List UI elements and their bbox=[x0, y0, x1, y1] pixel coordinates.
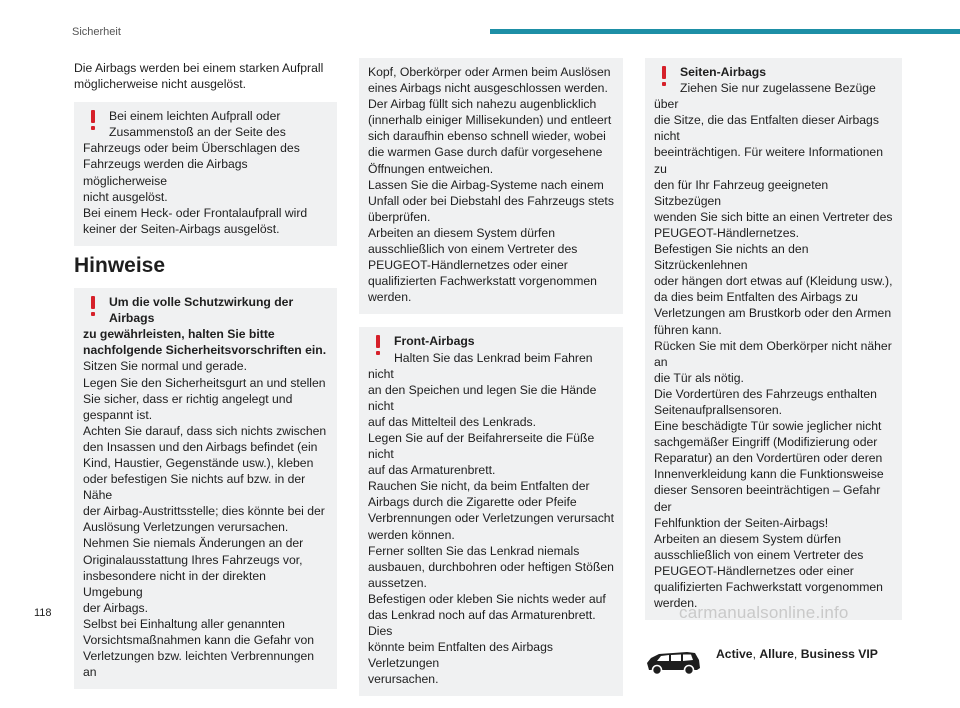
version-separator: , bbox=[752, 647, 760, 662]
text-line: wenden Sie sich bitte an einen Vertreter des bbox=[654, 209, 893, 224]
text-line: qualifizierten Fachwerkstatt vorgenommen bbox=[368, 274, 597, 289]
text-line: insbesondere nicht in der direkten Umgebung bbox=[83, 568, 266, 599]
text-line: Originalausstattung Ihres Fahrzeugs vor, bbox=[83, 552, 303, 567]
text-line: Die Airbags werden bei einem starken Aufprall bbox=[74, 61, 324, 75]
text-line: Verletzungen am Brustkorb oder den Armen bbox=[654, 306, 892, 321]
page-header-bar bbox=[490, 29, 960, 34]
text-line: Lassen Sie die Airbag-Systeme nach einem bbox=[368, 177, 604, 192]
intro-paragraph bbox=[74, 60, 337, 92]
column-2 bbox=[359, 58, 623, 708]
text-line: Rücken Sie mit dem Oberkörper nicht näher an bbox=[654, 338, 892, 369]
column-1 bbox=[74, 58, 337, 701]
text-line: zu gewährleisten, halten Sie bitte bbox=[83, 327, 275, 342]
text-line: auf das Mittelteil des Lenkrads. bbox=[368, 414, 537, 429]
column-3 bbox=[645, 58, 902, 680]
warning-lead-text bbox=[83, 294, 328, 358]
text-line: Kopf, Oberkörper oder Armen beim Auslösen bbox=[368, 65, 611, 79]
text-line: keiner der Seiten-Airbags ausgelöst. bbox=[83, 221, 280, 236]
text-line: sachgemäßer Eingriff (Modifizierung oder bbox=[654, 435, 878, 450]
text-line: Der Airbag füllt sich nahezu augenblicklich bbox=[368, 97, 597, 112]
text-line: ausbauen, durchbohren oder heftigen Stößen bbox=[368, 559, 614, 574]
text-line: das Lenkrad noch auf das Armaturenbrett. Dies bbox=[368, 608, 596, 639]
warning-exclamation-icon bbox=[368, 332, 390, 358]
text-line: PEUGEOT-Händlernetzes. bbox=[654, 225, 799, 240]
text-line: Arbeiten an diesem System dürfen bbox=[654, 531, 841, 546]
text-line: Sitzen Sie normal und gerade. bbox=[83, 359, 247, 374]
warning-exclamation-icon bbox=[83, 107, 105, 133]
warning-text bbox=[83, 358, 328, 680]
text-line: Legen Sie auf der Beifahrerseite die Füße nicht bbox=[368, 430, 595, 462]
version-label bbox=[716, 646, 878, 662]
text-line: Rauchen Sie nicht, da beim Entfalten der bbox=[368, 479, 590, 494]
warning-exclamation-icon bbox=[83, 293, 105, 319]
text-line: beeinträchtigen. Für weitere Informationen zu bbox=[654, 145, 883, 176]
text-line: Legen Sie den Sicherheitsgurt an und stellen bbox=[83, 375, 326, 390]
section-heading: Hinweise bbox=[74, 253, 166, 277]
text-line: Bei einem leichten Aufprall oder bbox=[109, 109, 281, 124]
text-line: den für Ihr Fahrzeug geeigneten Sitzbezügen bbox=[654, 177, 829, 208]
warning-box-light-impact bbox=[74, 102, 337, 246]
text-line: führen kann. bbox=[654, 322, 722, 337]
text-line: Befestigen oder kleben Sie nichts weder auf bbox=[368, 591, 606, 606]
warning-title: Seiten-Airbags bbox=[680, 65, 767, 79]
warning-box-continued bbox=[359, 58, 623, 314]
text-line: Fehlfunktion der Seiten-Airbags! bbox=[654, 515, 829, 530]
page-number: 118 bbox=[34, 607, 52, 619]
text-line: Achten Sie darauf, dass sich nichts zwischen bbox=[83, 423, 327, 438]
version-name: Business VIP bbox=[800, 647, 878, 662]
text-line: oder befestigen Sie nichts auf bzw. in der Nähe bbox=[83, 472, 306, 503]
text-line: Seitenaufprallsensoren. bbox=[654, 402, 783, 417]
text-line: (innerhalb einiger Millisekunden) und entleert bbox=[368, 113, 612, 128]
text-line: Auslösung Verletzungen verursachen. bbox=[83, 520, 289, 535]
text-line: Ferner sollten Sie das Lenkrad niemals bbox=[368, 543, 580, 558]
text-line: verursachen. bbox=[368, 672, 439, 687]
text-line: an den Speichen und legen Sie die Hände nicht bbox=[368, 382, 597, 413]
text-line: Unfall oder bei Diebstahl des Fahrzeugs stets bbox=[368, 193, 614, 208]
text-line: dieser Sensoren beeinträchtigen – Gefahr der bbox=[654, 483, 881, 514]
warning-box-front-airbags bbox=[359, 327, 623, 696]
text-line: Halten Sie das Lenkrad beim Fahren nicht bbox=[368, 350, 593, 381]
text-line: nachfolgende Sicherheitsvorschriften ein. bbox=[83, 343, 327, 358]
text-line: nicht ausgelöst. bbox=[83, 189, 168, 204]
version-name: Active bbox=[716, 647, 753, 662]
text-line: Innenverkleidung kann die Funktionsweise bbox=[654, 467, 884, 482]
text-line: Fahrzeugs werden die Airbags möglicherweise bbox=[83, 157, 248, 188]
text-line: PEUGEOT-Händlernetzes oder einer bbox=[654, 563, 854, 578]
text-line: Reparatur) an den Vordertüren oder deren bbox=[654, 451, 883, 466]
version-name: Allure bbox=[759, 647, 794, 662]
text-line: sich daraufhin ebenso schnell wieder, wobei bbox=[368, 129, 606, 144]
text-line: Ziehen Sie nur zugelassene Bezüge über bbox=[654, 81, 876, 112]
page-header-label: Sicherheit bbox=[72, 26, 121, 38]
text-line: gespannt ist. bbox=[83, 407, 153, 422]
text-line: Um die volle Schutzwirkung der Airbags bbox=[109, 295, 294, 326]
warning-text bbox=[83, 108, 328, 237]
text-line: überprüfen. bbox=[368, 209, 431, 224]
version-row bbox=[645, 644, 902, 680]
text-line: Nehmen Sie niemals Änderungen an der bbox=[83, 536, 304, 551]
text-line: aussetzen. bbox=[368, 575, 427, 590]
text-line: oder hängen dort etwas auf (Kleidung usw.), bbox=[654, 274, 893, 289]
text-line: Zusammenstoß an der Seite des bbox=[109, 125, 286, 140]
van-icon bbox=[643, 648, 703, 676]
text-line: der Airbags. bbox=[83, 600, 149, 615]
warning-text bbox=[654, 80, 893, 611]
text-line: PEUGEOT-Händlernetzes oder einer bbox=[368, 258, 568, 273]
warning-text bbox=[368, 64, 614, 305]
text-line: Befestigen Sie nichts an den Sitzrückenlehnen bbox=[654, 242, 809, 273]
text-line: die Sitze, die das Entfalten dieser Airbags nicht bbox=[654, 113, 879, 144]
text-line: der Airbag-Austrittsstelle; dies könnte bei der bbox=[83, 504, 325, 519]
text-line: Fahrzeugs oder beim Überschlagen des bbox=[83, 141, 300, 156]
warning-exclamation-icon bbox=[654, 63, 676, 89]
text-line: Selbst bei Einhaltung aller genannten bbox=[83, 616, 285, 631]
text-line: Verbrennungen oder Verletzungen verursacht bbox=[368, 511, 614, 526]
text-line: Öffnungen entweichen. bbox=[368, 161, 494, 176]
text-line: Sie sicher, dass er richtig angelegt und bbox=[83, 391, 293, 406]
text-line: werden können. bbox=[368, 527, 455, 542]
text-line: ausschließlich von einem Vertreter des bbox=[654, 547, 864, 562]
text-line: die Tür als nötig. bbox=[654, 370, 744, 385]
text-line: Airbags durch die Zigarette oder Pfeife bbox=[368, 495, 577, 510]
warning-box-hinweise bbox=[74, 288, 337, 689]
text-line: werden. bbox=[654, 596, 698, 611]
warning-title: Front-Airbags bbox=[394, 334, 475, 349]
text-line: Die Vordertüren des Fahrzeugs enthalten bbox=[654, 386, 877, 401]
warning-text bbox=[368, 350, 614, 688]
warning-box-side-airbags bbox=[645, 58, 902, 620]
text-line: könnte beim Entfalten des Airbags Verletzungen bbox=[368, 640, 553, 671]
text-line: möglicherweise nicht ausgelöst. bbox=[74, 77, 247, 92]
text-line: Arbeiten an diesem System dürfen bbox=[368, 225, 555, 240]
text-line: auf das Armaturenbrett. bbox=[368, 463, 496, 478]
text-line: die warmen Gase durch dafür vorgesehene bbox=[368, 145, 603, 160]
text-line: qualifizierten Fachwerkstatt vorgenommen bbox=[654, 580, 883, 594]
watermark-text: carmanualsonline.info bbox=[679, 603, 849, 622]
text-line: Kind, Haustier, Gegenstände usw.), kleben bbox=[83, 455, 314, 470]
text-line: ausschließlich von einem Vertreter des bbox=[368, 242, 578, 257]
text-line: Eine beschädigte Tür sowie jeglicher nicht bbox=[654, 419, 882, 434]
text-line: den Insassen und den Airbags befindet (ein bbox=[83, 439, 318, 454]
text-line: da dies beim Entfalten des Airbags zu bbox=[654, 290, 858, 305]
text-line: Vorsichtsmaßnahmen kann die Gefahr von bbox=[83, 633, 315, 647]
text-line: werden. bbox=[368, 290, 412, 305]
version-separator: , bbox=[793, 647, 801, 662]
text-line: Verletzungen bzw. leichten Verbrennungen an bbox=[83, 649, 315, 680]
text-line: Bei einem Heck- oder Frontalaufprall wird bbox=[83, 205, 308, 220]
text-line: eines Airbags nicht ausgeschlossen werden. bbox=[368, 81, 608, 96]
